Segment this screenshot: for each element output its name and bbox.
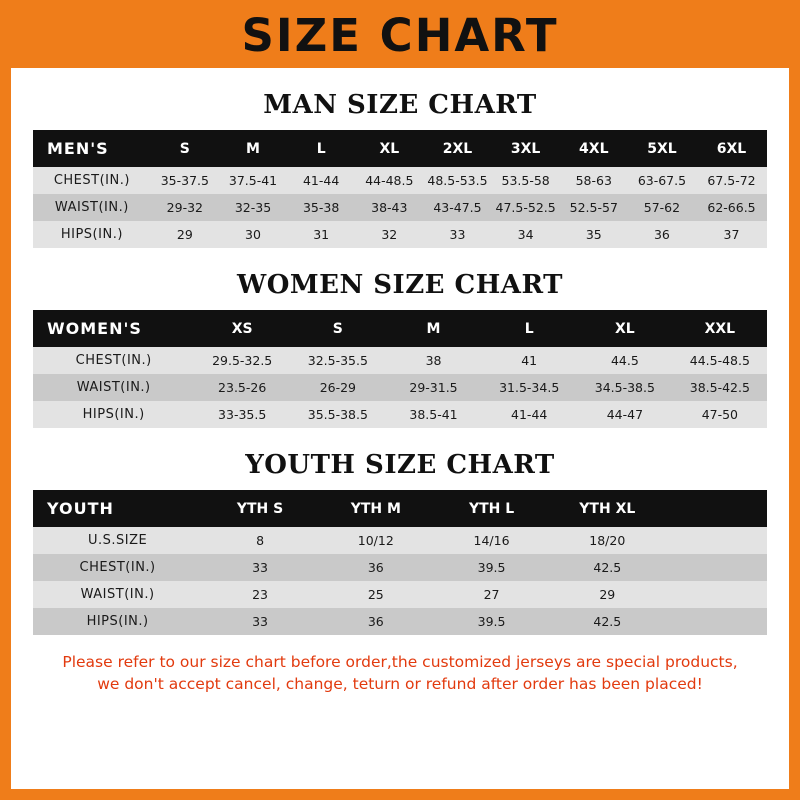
cell: 41-44 xyxy=(481,401,577,428)
cell: 34.5-38.5 xyxy=(577,374,673,401)
cell: 14/16 xyxy=(434,527,550,554)
col-header-6xl: 6XL xyxy=(696,130,767,167)
cell: 29.5-32.5 xyxy=(194,347,290,374)
section-title-women: WOMEN SIZE CHART xyxy=(237,270,563,300)
col-header-xxl: XXL xyxy=(673,310,767,347)
cell: 29 xyxy=(151,221,219,248)
row-label-hips: HIPS(IN.) xyxy=(33,221,151,248)
cell: 29-31.5 xyxy=(386,374,482,401)
col-header-yth-l: YTH L xyxy=(434,490,550,527)
cell: 36 xyxy=(628,221,696,248)
youth-size-table xyxy=(33,490,767,635)
row-label-us-size: U.S.SIZE xyxy=(33,527,202,554)
col-header-label: WOMEN'S xyxy=(33,310,194,347)
table-header-row xyxy=(33,130,767,167)
cell: 35 xyxy=(560,221,628,248)
row-label-chest: CHEST(IN.) xyxy=(33,347,194,374)
cell: 33-35.5 xyxy=(194,401,290,428)
cell: 44.5 xyxy=(577,347,673,374)
cell: 38.5-41 xyxy=(386,401,482,428)
col-header-yth-m: YTH M xyxy=(318,490,434,527)
cell: 44-48.5 xyxy=(355,167,423,194)
cell xyxy=(665,554,767,581)
table-row xyxy=(33,347,767,374)
cell: 23.5-26 xyxy=(194,374,290,401)
man-size-table xyxy=(33,130,767,248)
col-header-l: L xyxy=(287,130,355,167)
col-header-4xl: 4XL xyxy=(560,130,628,167)
cell: 57-62 xyxy=(628,194,696,221)
cell: 34 xyxy=(492,221,560,248)
cell: 48.5-53.5 xyxy=(423,167,491,194)
table-row xyxy=(33,167,767,194)
table-row xyxy=(33,554,767,581)
col-header-3xl: 3XL xyxy=(492,130,560,167)
col-header-yth-xl: YTH XL xyxy=(549,490,665,527)
cell: 33 xyxy=(423,221,491,248)
cell xyxy=(665,581,767,608)
cell: 37 xyxy=(696,221,767,248)
footer-note-line2: we don't accept cancel, change, teturn or refund after order has been placed! xyxy=(97,675,703,694)
col-header-2xl: 2XL xyxy=(423,130,491,167)
col-header-label: MEN'S xyxy=(33,130,151,167)
cell: 47.5-52.5 xyxy=(492,194,560,221)
cell: 43-47.5 xyxy=(423,194,491,221)
row-label-chest: CHEST(IN.) xyxy=(33,554,202,581)
cell: 37.5-41 xyxy=(219,167,287,194)
col-header-xl: XL xyxy=(577,310,673,347)
cell: 36 xyxy=(318,608,434,635)
col-header-blank xyxy=(665,490,767,527)
table-header-row xyxy=(33,490,767,527)
row-label-chest: CHEST(IN.) xyxy=(33,167,151,194)
cell: 44.5-48.5 xyxy=(673,347,767,374)
cell: 8 xyxy=(202,527,318,554)
table-row xyxy=(33,194,767,221)
cell: 62-66.5 xyxy=(696,194,767,221)
col-header-yth-s: YTH S xyxy=(202,490,318,527)
chart-content xyxy=(11,90,789,696)
cell: 29 xyxy=(549,581,665,608)
page-title: SIZE CHART xyxy=(241,8,559,62)
women-size-table xyxy=(33,310,767,428)
cell: 44-47 xyxy=(577,401,673,428)
cell: 31.5-34.5 xyxy=(481,374,577,401)
row-label-hips: HIPS(IN.) xyxy=(33,608,202,635)
col-header-label: YOUTH xyxy=(33,490,202,527)
cell: 30 xyxy=(219,221,287,248)
cell: 23 xyxy=(202,581,318,608)
col-header-xl: XL xyxy=(355,130,423,167)
cell: 67.5-72 xyxy=(696,167,767,194)
cell: 63-67.5 xyxy=(628,167,696,194)
col-header-xs: XS xyxy=(194,310,290,347)
cell: 41-44 xyxy=(287,167,355,194)
cell: 35.5-38.5 xyxy=(290,401,386,428)
col-header-s: S xyxy=(151,130,219,167)
cell: 32.5-35.5 xyxy=(290,347,386,374)
cell xyxy=(665,608,767,635)
table-header-row xyxy=(33,310,767,347)
col-header-s: S xyxy=(290,310,386,347)
cell: 32-35 xyxy=(219,194,287,221)
cell: 53.5-58 xyxy=(492,167,560,194)
cell: 38-43 xyxy=(355,194,423,221)
col-header-m: M xyxy=(219,130,287,167)
cell: 31 xyxy=(287,221,355,248)
row-label-waist: WAIST(IN.) xyxy=(33,194,151,221)
row-label-waist: WAIST(IN.) xyxy=(33,374,194,401)
cell: 25 xyxy=(318,581,434,608)
cell: 42.5 xyxy=(549,608,665,635)
section-title-man: MAN SIZE CHART xyxy=(263,90,537,120)
cell: 47-50 xyxy=(673,401,767,428)
cell: 18/20 xyxy=(549,527,665,554)
col-header-5xl: 5XL xyxy=(628,130,696,167)
cell: 58-63 xyxy=(560,167,628,194)
section-title-youth: YOUTH SIZE CHART xyxy=(245,450,555,480)
cell: 41 xyxy=(481,347,577,374)
cell: 38.5-42.5 xyxy=(673,374,767,401)
cell: 33 xyxy=(202,608,318,635)
header-band xyxy=(0,0,800,68)
cell: 10/12 xyxy=(318,527,434,554)
table-row xyxy=(33,608,767,635)
table-row xyxy=(33,581,767,608)
cell: 39.5 xyxy=(434,608,550,635)
table-row xyxy=(33,527,767,554)
footer-note xyxy=(33,651,767,696)
row-label-hips: HIPS(IN.) xyxy=(33,401,194,428)
cell: 39.5 xyxy=(434,554,550,581)
table-row xyxy=(33,401,767,428)
cell: 35-37.5 xyxy=(151,167,219,194)
cell: 42.5 xyxy=(549,554,665,581)
cell: 35-38 xyxy=(287,194,355,221)
row-label-waist: WAIST(IN.) xyxy=(33,581,202,608)
cell: 29-32 xyxy=(151,194,219,221)
table-row xyxy=(33,221,767,248)
cell: 32 xyxy=(355,221,423,248)
cell: 52.5-57 xyxy=(560,194,628,221)
cell: 33 xyxy=(202,554,318,581)
cell: 38 xyxy=(386,347,482,374)
col-header-m: M xyxy=(386,310,482,347)
cell xyxy=(665,527,767,554)
table-row xyxy=(33,374,767,401)
cell: 26-29 xyxy=(290,374,386,401)
cell: 36 xyxy=(318,554,434,581)
footer-note-line1: Please refer to our size chart before order,the customized jerseys are special products, xyxy=(62,653,738,671)
col-header-l: L xyxy=(481,310,577,347)
cell: 27 xyxy=(434,581,550,608)
